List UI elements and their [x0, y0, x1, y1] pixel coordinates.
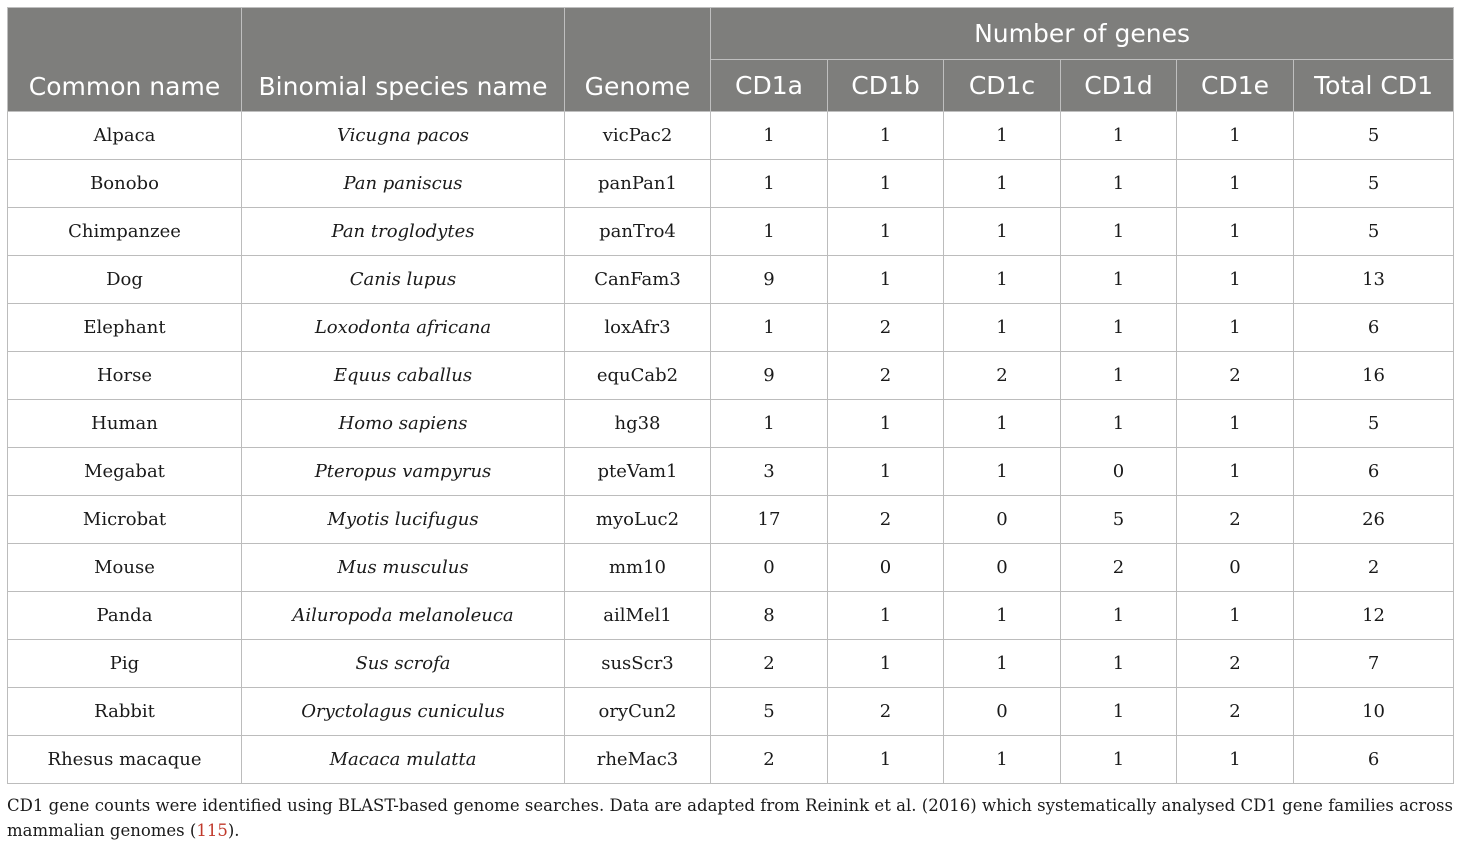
- table-row: [8, 160, 1454, 208]
- cell-total: 2: [1294, 544, 1454, 592]
- table-row: [8, 688, 1454, 736]
- cell-genome: rheMac3: [565, 736, 711, 784]
- table-row: [8, 496, 1454, 544]
- header-total-cd1: Total CD1: [1294, 60, 1454, 112]
- cell-species: Ailuropoda melanoleuca: [242, 592, 565, 640]
- cell-cd1d: 1: [1061, 304, 1177, 352]
- cell-cd1d: 5: [1061, 496, 1177, 544]
- cell-cd1e: 1: [1177, 160, 1294, 208]
- cell-total: 5: [1294, 208, 1454, 256]
- cell-total: 12: [1294, 592, 1454, 640]
- table-body: [8, 112, 1454, 784]
- cell-genome: pteVam1: [565, 448, 711, 496]
- cell-total: 6: [1294, 448, 1454, 496]
- cell-cd1b: 0: [828, 544, 944, 592]
- cell-cd1e: 2: [1177, 688, 1294, 736]
- cell-total: 5: [1294, 160, 1454, 208]
- cell-cd1b: 1: [828, 112, 944, 160]
- cell-genome: equCab2: [565, 352, 711, 400]
- cell-cd1c: 1: [944, 640, 1061, 688]
- footnote-text: CD1 gene counts were identified using BLAST-based genome searches. Data are adapted from Reinink et al. (2016) which systematically analysed CD1 gene families across mammalian genomes (: [7, 796, 1453, 840]
- cell-cd1e: 2: [1177, 352, 1294, 400]
- cell-total: 5: [1294, 112, 1454, 160]
- cell-cd1a: 2: [711, 736, 828, 784]
- cell-cd1b: 2: [828, 304, 944, 352]
- cell-total: 13: [1294, 256, 1454, 304]
- footnote-tail: ).: [227, 821, 240, 840]
- cell-cd1a: 3: [711, 448, 828, 496]
- cell-cd1d: 1: [1061, 208, 1177, 256]
- cell-cd1d: 1: [1061, 640, 1177, 688]
- cell-genome: mm10: [565, 544, 711, 592]
- header-cd1a: CD1a: [711, 60, 828, 112]
- cell-cd1c: 1: [944, 208, 1061, 256]
- table-row: [8, 352, 1454, 400]
- cell-species: Homo sapiens: [242, 400, 565, 448]
- cell-cd1c: 1: [944, 592, 1061, 640]
- gene-count-table: [7, 7, 1454, 784]
- header-cd1d: CD1d: [1061, 60, 1177, 112]
- cell-cd1d: 1: [1061, 688, 1177, 736]
- cell-cd1e: 1: [1177, 736, 1294, 784]
- cell-genome: panTro4: [565, 208, 711, 256]
- table-row: [8, 544, 1454, 592]
- cell-cd1e: 1: [1177, 400, 1294, 448]
- cell-genome: ailMel1: [565, 592, 711, 640]
- cell-common: Panda: [8, 592, 242, 640]
- cell-cd1b: 1: [828, 160, 944, 208]
- gene-count-table-container: [7, 7, 1453, 784]
- cell-cd1c: 0: [944, 544, 1061, 592]
- cell-genome: susScr3: [565, 640, 711, 688]
- cell-common: Human: [8, 400, 242, 448]
- cell-cd1a: 8: [711, 592, 828, 640]
- cell-cd1c: 0: [944, 496, 1061, 544]
- cell-cd1b: 1: [828, 448, 944, 496]
- cell-cd1b: 1: [828, 736, 944, 784]
- cell-species: Loxodonta africana: [242, 304, 565, 352]
- cell-common: Microbat: [8, 496, 242, 544]
- cell-genome: myoLuc2: [565, 496, 711, 544]
- table-row: [8, 448, 1454, 496]
- cell-cd1e: 1: [1177, 208, 1294, 256]
- cell-cd1d: 1: [1061, 112, 1177, 160]
- cell-common: Bonobo: [8, 160, 242, 208]
- cell-cd1e: 1: [1177, 448, 1294, 496]
- cell-species: Pan troglodytes: [242, 208, 565, 256]
- cell-cd1b: 2: [828, 688, 944, 736]
- cell-common: Megabat: [8, 448, 242, 496]
- cell-cd1e: 2: [1177, 640, 1294, 688]
- cell-total: 5: [1294, 400, 1454, 448]
- cell-species: Myotis lucifugus: [242, 496, 565, 544]
- cell-cd1a: 9: [711, 352, 828, 400]
- header-number-of-genes: Number of genes: [711, 8, 1454, 60]
- cell-cd1b: 1: [828, 208, 944, 256]
- header-cd1b: CD1b: [828, 60, 944, 112]
- cell-cd1b: 1: [828, 640, 944, 688]
- cell-species: Equus caballus: [242, 352, 565, 400]
- cell-cd1e: 2: [1177, 496, 1294, 544]
- header-cd1e: CD1e: [1177, 60, 1294, 112]
- cell-cd1e: 0: [1177, 544, 1294, 592]
- cell-total: 10: [1294, 688, 1454, 736]
- cell-cd1d: 1: [1061, 400, 1177, 448]
- cell-cd1c: 2: [944, 352, 1061, 400]
- cell-genome: oryCun2: [565, 688, 711, 736]
- cell-cd1d: 1: [1061, 256, 1177, 304]
- header-row-top: [8, 8, 1454, 60]
- cell-species: Canis lupus: [242, 256, 565, 304]
- table-row: [8, 736, 1454, 784]
- cell-cd1a: 1: [711, 112, 828, 160]
- cell-common: Mouse: [8, 544, 242, 592]
- table-row: [8, 256, 1454, 304]
- cell-cd1a: 5: [711, 688, 828, 736]
- table-row: [8, 640, 1454, 688]
- table-row: [8, 400, 1454, 448]
- cell-species: Sus scrofa: [242, 640, 565, 688]
- cell-cd1e: 1: [1177, 304, 1294, 352]
- cell-cd1a: 1: [711, 160, 828, 208]
- cell-cd1c: 0: [944, 688, 1061, 736]
- header-binomial-name: Binomial species name: [242, 8, 565, 112]
- cell-common: Rhesus macaque: [8, 736, 242, 784]
- cell-genome: hg38: [565, 400, 711, 448]
- table-row: [8, 592, 1454, 640]
- cell-cd1d: 1: [1061, 592, 1177, 640]
- cell-cd1a: 1: [711, 304, 828, 352]
- cell-cd1e: 1: [1177, 256, 1294, 304]
- table-footnote: [7, 793, 1453, 843]
- header-cd1c: CD1c: [944, 60, 1061, 112]
- cell-cd1d: 1: [1061, 736, 1177, 784]
- table-row: [8, 208, 1454, 256]
- cell-cd1c: 1: [944, 160, 1061, 208]
- cell-species: Pan paniscus: [242, 160, 565, 208]
- header-common-name: Common name: [8, 8, 242, 112]
- cell-common: Horse: [8, 352, 242, 400]
- cell-common: Alpaca: [8, 112, 242, 160]
- header-genome: Genome: [565, 8, 711, 112]
- cell-cd1a: 2: [711, 640, 828, 688]
- cell-cd1c: 1: [944, 400, 1061, 448]
- cell-cd1a: 1: [711, 208, 828, 256]
- reference-link[interactable]: 115: [196, 821, 228, 840]
- cell-species: Pteropus vampyrus: [242, 448, 565, 496]
- cell-total: 6: [1294, 736, 1454, 784]
- cell-total: 6: [1294, 304, 1454, 352]
- cell-cd1b: 1: [828, 400, 944, 448]
- cell-cd1a: 1: [711, 400, 828, 448]
- cell-cd1d: 0: [1061, 448, 1177, 496]
- cell-cd1b: 1: [828, 256, 944, 304]
- cell-cd1b: 2: [828, 352, 944, 400]
- cell-genome: vicPac2: [565, 112, 711, 160]
- cell-species: Vicugna pacos: [242, 112, 565, 160]
- cell-cd1c: 1: [944, 736, 1061, 784]
- cell-cd1c: 1: [944, 448, 1061, 496]
- cell-common: Rabbit: [8, 688, 242, 736]
- cell-cd1d: 2: [1061, 544, 1177, 592]
- cell-cd1c: 1: [944, 112, 1061, 160]
- cell-cd1b: 1: [828, 592, 944, 640]
- cell-common: Elephant: [8, 304, 242, 352]
- cell-cd1c: 1: [944, 256, 1061, 304]
- cell-species: Mus musculus: [242, 544, 565, 592]
- cell-cd1c: 1: [944, 304, 1061, 352]
- cell-common: Dog: [8, 256, 242, 304]
- cell-total: 26: [1294, 496, 1454, 544]
- table-row: [8, 304, 1454, 352]
- cell-common: Pig: [8, 640, 242, 688]
- cell-genome: CanFam3: [565, 256, 711, 304]
- cell-genome: panPan1: [565, 160, 711, 208]
- cell-cd1d: 1: [1061, 160, 1177, 208]
- cell-species: Oryctolagus cuniculus: [242, 688, 565, 736]
- table-row: [8, 112, 1454, 160]
- cell-cd1e: 1: [1177, 592, 1294, 640]
- cell-cd1a: 9: [711, 256, 828, 304]
- cell-genome: loxAfr3: [565, 304, 711, 352]
- cell-common: Chimpanzee: [8, 208, 242, 256]
- cell-cd1a: 0: [711, 544, 828, 592]
- cell-species: Macaca mulatta: [242, 736, 565, 784]
- cell-total: 7: [1294, 640, 1454, 688]
- cell-cd1d: 1: [1061, 352, 1177, 400]
- cell-cd1b: 2: [828, 496, 944, 544]
- cell-cd1e: 1: [1177, 112, 1294, 160]
- cell-cd1a: 17: [711, 496, 828, 544]
- cell-total: 16: [1294, 352, 1454, 400]
